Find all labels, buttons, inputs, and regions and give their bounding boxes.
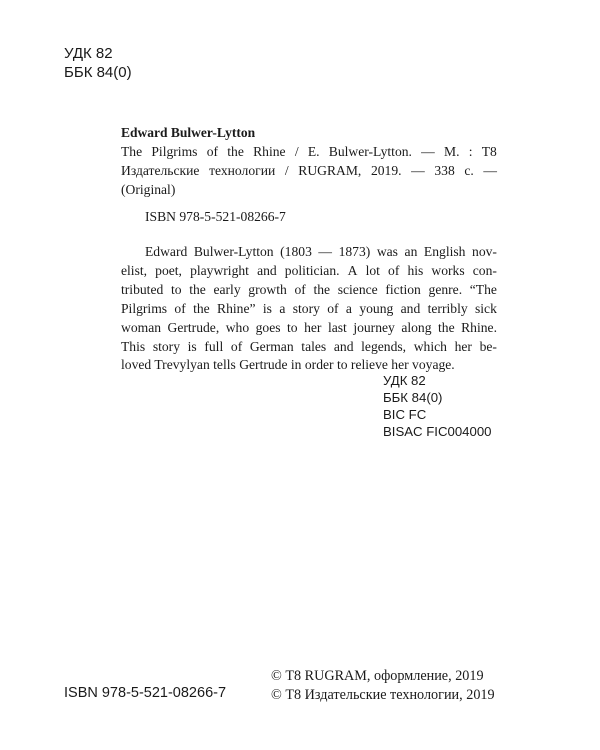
word: — [421,144,435,159]
word: RUGRAM, [298,163,362,178]
biblio-line-3 [121,180,497,199]
word: politician. [284,262,340,278]
word: to [287,319,298,335]
annotation-last-line-text: loved Trevylyan tells Gertrude in order to relieve her voyage. [121,357,455,373]
word: of [388,262,400,278]
word: lot [365,262,380,278]
copyright-line-1: © Т8 RUGRAM, оформление, 2019 [271,668,484,684]
word: E. [307,144,320,159]
word: along [401,319,432,335]
word: sick [474,300,497,316]
word: his [407,262,424,278]
word: nov- [472,244,497,259]
annotation-line-1 [121,243,497,262]
isbn-bottom: ISBN 978-5-521-08266-7 [64,685,227,701]
word: М. [444,144,460,159]
word: Gertrude, [167,319,220,335]
word: science [337,281,378,297]
top-classification-codes [64,44,132,82]
word: This [121,338,146,354]
bbk-code-right: ББК 84(0) [383,390,443,405]
word: con- [472,262,497,278]
word: of [174,300,186,316]
annotation-line-5 [121,319,497,338]
annotation-line-4 [121,300,497,319]
word: tales [301,338,327,354]
word: the [193,300,210,316]
word: a [345,300,352,316]
word: her [304,319,322,335]
word: Т8 [481,144,497,159]
word: poet, [155,262,182,278]
word: young [359,300,394,316]
series-label: (Original) [121,182,176,197]
word: early [213,281,241,297]
copyright-block [271,667,495,704]
bibliographic-record [121,142,497,199]
word: which [413,338,447,354]
word: 338 [434,163,455,178]
word: who [225,319,250,335]
word: Pilgrims [151,144,198,159]
word: / [294,144,299,159]
word: the [313,281,331,297]
word: (1803 [280,244,312,259]
word: / [284,163,289,178]
word: genre. [428,281,463,297]
word: 1873) [338,244,371,259]
word: is [187,338,197,354]
word: Edward [145,244,188,259]
word: is [262,300,272,316]
biblio-line-2 [121,161,497,180]
bbk-code: ББК 84(0) [64,64,132,81]
word: tributed [121,281,164,297]
word: woman [121,319,162,335]
copyright-line-2: © Т8 Издательские технологии, 2019 [271,686,495,703]
word: of [294,281,306,297]
word: “The [469,281,497,297]
annotation-line-3 [121,281,497,300]
isbn-main: ISBN 978-5-521-08266-7 [145,209,286,224]
udk-code: УДК 82 [64,45,113,62]
annotation-line-2 [121,262,497,281]
word: German [249,338,294,354]
word: The [121,144,143,159]
word: of [206,144,219,159]
word: story [152,338,180,354]
word: legends, [361,338,407,354]
word: full [204,338,224,354]
word: Rhine” [217,300,256,316]
word: playwright [190,262,249,278]
word: to [170,281,182,297]
word: elist, [121,262,148,278]
right-classification-codes [383,372,492,440]
word: Bulwer-Lytton. [328,144,412,159]
word: Издательские [121,163,200,178]
annotation-paragraph [121,243,497,375]
word: Pilgrims [121,300,168,316]
word: an [404,244,418,259]
word: — [411,163,425,178]
word: and [257,262,277,278]
word: технологии [209,163,276,178]
bic-code: BIC FC [383,407,427,422]
word: was [376,244,398,259]
author-name: Edward Bulwer-Lytton [121,125,256,140]
word: с. [464,163,474,178]
word: the [438,319,455,335]
word: goes [255,319,281,335]
word: and [400,300,421,316]
annotation-line-6 [121,338,497,357]
word: the [227,144,244,159]
word: : [468,144,473,159]
word: last [327,319,347,335]
word: be- [479,338,497,354]
word: English [423,244,466,259]
word: Rhine. [461,319,497,335]
word: — [483,163,497,178]
word: Bulwer-Lytton [193,244,274,259]
word: growth [248,281,287,297]
udk-code-right: УДК 82 [383,373,426,388]
biblio-line-1 [121,142,497,161]
word: — [318,244,333,259]
bisac-code: BISAC FIC004000 [383,424,492,439]
word: the [189,281,206,297]
word: her [454,338,472,354]
word: a [279,300,286,316]
word: 2019. [370,163,402,178]
word: works [431,262,465,278]
word: fiction [385,281,421,297]
word: story [292,300,320,316]
word: of [327,300,339,316]
word: Rhine [253,144,286,159]
word: journey [353,319,395,335]
word: of [230,338,243,354]
word: A [347,262,358,278]
word: and [333,338,354,354]
word: terribly [427,300,468,316]
